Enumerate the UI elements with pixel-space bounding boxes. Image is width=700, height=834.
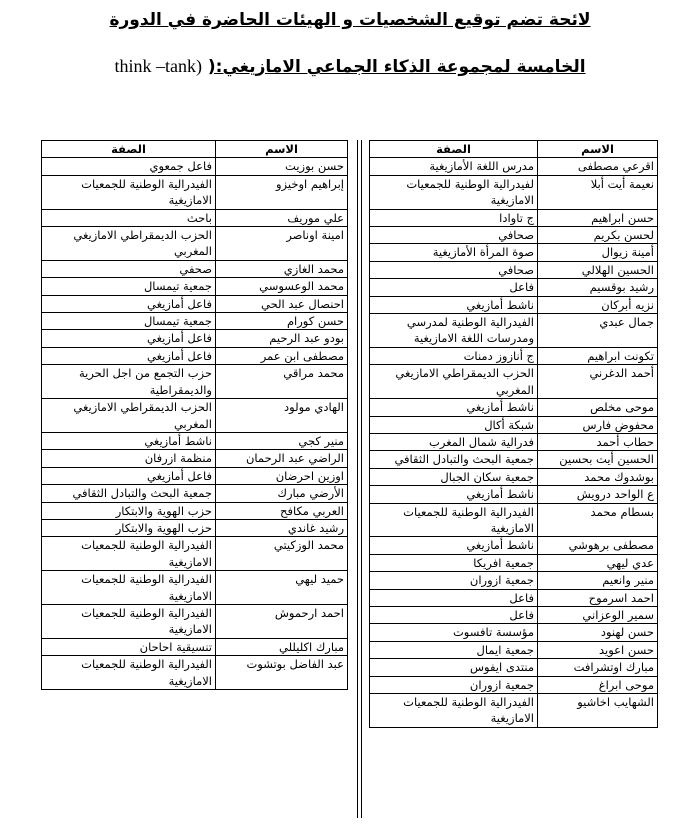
- person-name: موحى ابراغ: [538, 676, 658, 693]
- table-row: [42, 519, 348, 536]
- person-role: صحفي: [42, 260, 216, 277]
- person-name: حسن بوزيت: [216, 158, 348, 175]
- person-name: حسن لهنود: [538, 624, 658, 641]
- table-row: [370, 537, 658, 554]
- person-role: صوة المرأة الأمازيغية: [370, 244, 538, 261]
- person-name: حسن كورام: [216, 313, 348, 330]
- table-row: [370, 399, 658, 416]
- person-role: حزب الهوية والابتكار: [42, 502, 216, 519]
- person-name: محفوض فارس: [538, 416, 658, 433]
- table-row: [42, 638, 348, 655]
- person-role: فاعل جمعوي: [42, 158, 216, 175]
- table-row: [42, 260, 348, 277]
- person-name: محمد الغازي: [216, 260, 348, 277]
- person-role: فاعل أمازيغي: [42, 295, 216, 312]
- person-role: فدرالية شمال المغرب: [370, 433, 538, 450]
- table-row: [370, 606, 658, 623]
- person-role: حزب التجمع من اجل الحرية والديمقراطية: [42, 365, 216, 399]
- table-row: [370, 244, 658, 261]
- person-role: فاعل: [370, 589, 538, 606]
- person-name: نعيمة أيت أبلا: [538, 175, 658, 209]
- table-row: [370, 175, 658, 209]
- person-name: الراضي عبد الرحمان: [216, 450, 348, 467]
- table-row: [370, 468, 658, 485]
- person-role: منظمة ازرفان: [42, 450, 216, 467]
- title-english-part: think –tank): [114, 56, 202, 76]
- person-role: الفيدرالية الوطنية للجمعيات الامازيغية: [42, 175, 216, 209]
- person-role: جمعية البحث والتبادل الثقافي: [42, 485, 216, 502]
- person-role: الفيدرالية الوطنية للجمعيات الامازيغية: [42, 537, 216, 571]
- person-name: رشيد بوقسيم: [538, 279, 658, 296]
- name-column-header: الاسم: [216, 141, 348, 158]
- table-row: [370, 261, 658, 278]
- column-separator: [357, 140, 362, 818]
- person-role: الفيدرالية الوطنية للجمعيات الامازيغية: [370, 694, 538, 728]
- person-name: جمال عبدي: [538, 314, 658, 348]
- table-row: [42, 571, 348, 605]
- person-role: الحزب الديمقراطي الامازيغي المغربي: [42, 227, 216, 261]
- person-role: فاعل: [370, 606, 538, 623]
- person-role: ناشط أمازيغي: [370, 486, 538, 503]
- role-column-header: الصفة: [370, 141, 538, 158]
- person-name: حميد ليهي: [216, 571, 348, 605]
- table-row: [42, 227, 348, 261]
- person-role: الحزب الديمقراطي الامازيغي المغربي: [42, 399, 216, 433]
- person-name: أحمد الدغرني: [538, 365, 658, 399]
- person-name: مصطفى ابن عمر: [216, 347, 348, 364]
- person-name: ع الواحد درويش: [538, 486, 658, 503]
- right-signature-table: [369, 140, 658, 728]
- table-row: [370, 347, 658, 364]
- person-name: منير كجي: [216, 432, 348, 449]
- person-role: الفيدرالية الوطنية لمدرسي ومدرسات اللغة الامازيغية: [370, 314, 538, 348]
- table-row: [42, 209, 348, 226]
- table-row: [370, 641, 658, 658]
- person-name: مبارك اوتشرافت: [538, 659, 658, 676]
- person-name: سمير الوعزاني: [538, 606, 658, 623]
- person-role: جمعية سكان الجبال: [370, 468, 538, 485]
- person-role: الفيدرالية الوطنية للجمعيات الامازيغية: [42, 656, 216, 690]
- person-role: الفيدرالية الوطنية للجمعيات الامازيغية: [370, 503, 538, 537]
- person-name: حطاب أحمد: [538, 433, 658, 450]
- person-name: احنصال عبد الحي: [216, 295, 348, 312]
- person-name: بسطام محمد: [538, 503, 658, 537]
- person-name: أمينة زيوال: [538, 244, 658, 261]
- person-role: الحزب الديمقراطي الامازيغي المغربي: [370, 365, 538, 399]
- person-role: مدرس اللغة الأمازيغية: [370, 158, 538, 175]
- table-row: [370, 279, 658, 296]
- table-row: [42, 432, 348, 449]
- table-row: [370, 209, 658, 226]
- person-name: إبراهيم اوخيزو: [216, 175, 348, 209]
- person-name: محمد الوزكيتي: [216, 537, 348, 571]
- table-row: [42, 537, 348, 571]
- person-name: مبارك اكليللي: [216, 638, 348, 655]
- name-column-header: الاسم: [538, 141, 658, 158]
- person-name: احمد ارحموش: [216, 604, 348, 638]
- person-role: الفيدرالية الوطنية للجمعيات الامازيغية: [42, 571, 216, 605]
- person-role: شبكة أكال: [370, 416, 538, 433]
- person-name: عبد الفاضل بوتشوت: [216, 656, 348, 690]
- person-role: منتدى ايفوس: [370, 659, 538, 676]
- person-role: الفيدرالية الوطنية للجمعيات الامازيغية: [42, 604, 216, 638]
- table-row: [370, 554, 658, 571]
- table-row: [42, 450, 348, 467]
- table-row: [42, 399, 348, 433]
- person-name: الشهايب اخاشيو: [538, 694, 658, 728]
- table-row: [42, 158, 348, 175]
- person-name: مصطفى برهوشي: [538, 537, 658, 554]
- table-row: [370, 624, 658, 641]
- person-role: صحافي: [370, 227, 538, 244]
- table-row: [42, 330, 348, 347]
- table-row: [370, 486, 658, 503]
- table-row: [370, 416, 658, 433]
- table-row: [370, 296, 658, 313]
- table-row: [370, 433, 658, 450]
- table-row: [42, 467, 348, 484]
- person-name: حسن ابراهيم: [538, 209, 658, 226]
- table-row: [42, 365, 348, 399]
- table-row: [370, 659, 658, 676]
- person-role: مؤسسة تافسوت: [370, 624, 538, 641]
- person-name: عدي ليهي: [538, 554, 658, 571]
- table-row: [42, 295, 348, 312]
- table-row: [42, 313, 348, 330]
- table-row: [370, 676, 658, 693]
- table-row: [370, 158, 658, 175]
- person-name: رشيد غاندي: [216, 519, 348, 536]
- table-row: [370, 314, 658, 348]
- person-name: الأرضي مبارك: [216, 485, 348, 502]
- person-name: اوزين احرضان: [216, 467, 348, 484]
- role-column-header: الصفة: [42, 141, 216, 158]
- person-role: جمعية ازوران: [370, 572, 538, 589]
- table-row: [370, 451, 658, 468]
- title-arabic-part: الخامسة لمجموعة الذكاء الجماعي الامازيغي:(: [207, 57, 586, 77]
- person-name: الحسين أيت بحسين: [538, 451, 658, 468]
- table-row: [42, 502, 348, 519]
- person-name: امينة اوناصر: [216, 227, 348, 261]
- person-role: حزب الهوية والابتكار: [42, 519, 216, 536]
- person-role: صحافي: [370, 261, 538, 278]
- person-name: بودو عبد الرحيم: [216, 330, 348, 347]
- table-row: [370, 572, 658, 589]
- person-role: جمعية افريكا: [370, 554, 538, 571]
- person-role: فاعل أمازيغي: [42, 330, 216, 347]
- person-role: جمعية تيمسال: [42, 313, 216, 330]
- person-role: ناشط أمازيغي: [42, 432, 216, 449]
- person-name: احمد اسرموح: [538, 589, 658, 606]
- person-name: بوشدوك محمد: [538, 468, 658, 485]
- person-name: علي موريف: [216, 209, 348, 226]
- table-row: [370, 589, 658, 606]
- left-signature-table: [41, 140, 348, 690]
- person-role: باحث: [42, 209, 216, 226]
- table-row: [370, 694, 658, 728]
- person-name: الحسين الهلالي: [538, 261, 658, 278]
- table-row: [42, 175, 348, 209]
- person-role: ج تاوادا: [370, 209, 538, 226]
- person-name: اقرعي مصطفى: [538, 158, 658, 175]
- person-role: جمعية ازوران: [370, 676, 538, 693]
- person-role: فاعل: [370, 279, 538, 296]
- person-role: جمعية تيمسال: [42, 278, 216, 295]
- table-row: [42, 604, 348, 638]
- person-role: ج أنازوز دمنات: [370, 347, 538, 364]
- person-role: ناشط أمازيغي: [370, 537, 538, 554]
- person-role: فاعل أمازيغي: [42, 347, 216, 364]
- person-name: الهادي مولود: [216, 399, 348, 433]
- table-row: [42, 656, 348, 690]
- table-row: [42, 278, 348, 295]
- person-role: لفيدرالية الوطنية للجمعيات الامازيغية: [370, 175, 538, 209]
- document-title-line1: لائحة تضم توقيع الشخصيات و الهيئات الحاضرة في الدورة: [109, 10, 591, 30]
- person-name: نزيه أبركان: [538, 296, 658, 313]
- person-name: العربي مكافح: [216, 502, 348, 519]
- person-name: موحى مخلص: [538, 399, 658, 416]
- person-role: جمعية البحث والتبادل الثقافي: [370, 451, 538, 468]
- person-name: منير وانعيم: [538, 572, 658, 589]
- person-name: محمد الوعسوسي: [216, 278, 348, 295]
- table-row: [42, 485, 348, 502]
- table-row: [42, 347, 348, 364]
- person-role: فاعل أمازيغي: [42, 467, 216, 484]
- table-row: [370, 227, 658, 244]
- table-row: [370, 365, 658, 399]
- document-title-line2: [0, 54, 700, 79]
- person-name: حسن اعويد: [538, 641, 658, 658]
- person-role: تنسيقية احاحان: [42, 638, 216, 655]
- person-name: تكونت ابراهيم: [538, 347, 658, 364]
- person-role: ناشط أمازيغي: [370, 399, 538, 416]
- person-role: ناشط أمازيغي: [370, 296, 538, 313]
- person-name: محمد مراقي: [216, 365, 348, 399]
- person-role: جمعية ايمال: [370, 641, 538, 658]
- table-row: [370, 503, 658, 537]
- person-name: لحسن بكريم: [538, 227, 658, 244]
